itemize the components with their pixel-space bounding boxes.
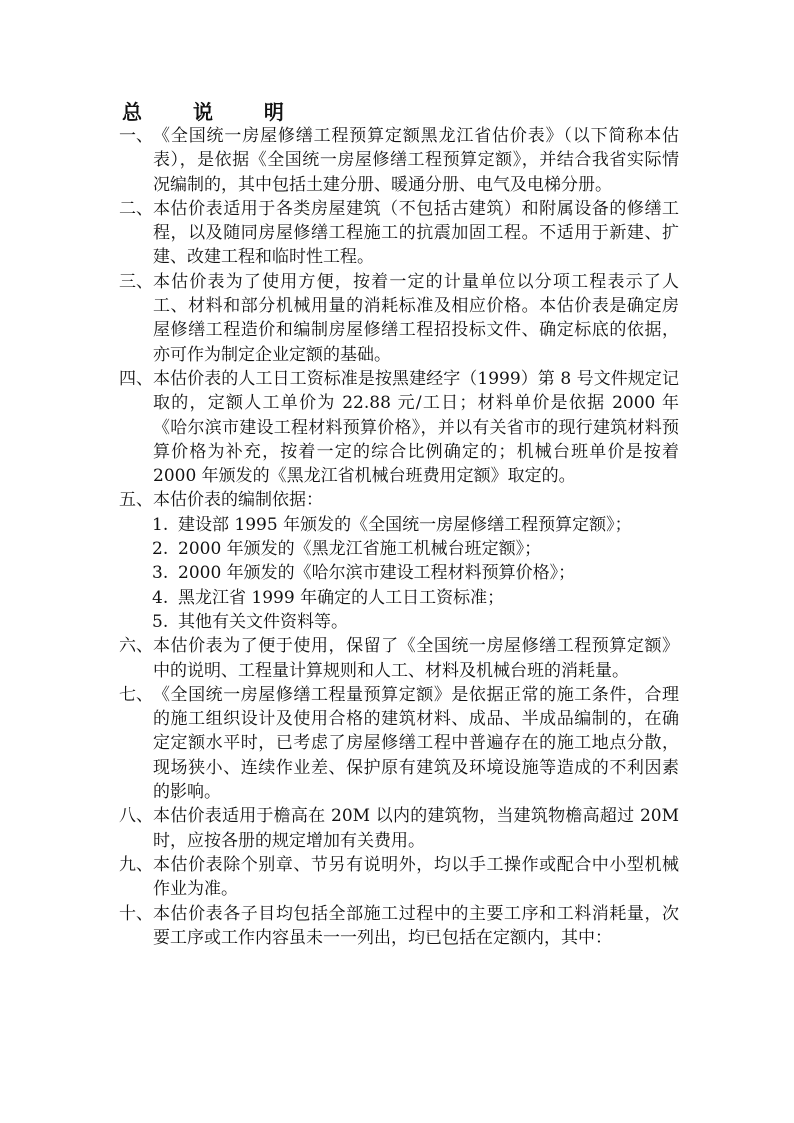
document-body — [119, 124, 679, 950]
basis-item-5 — [152, 610, 679, 634]
section-text: 本估价表除个别章、节另有说明外，均以手工操作或配合中小型机械作业为准。 — [153, 854, 679, 900]
section-number: 十、 — [119, 903, 153, 924]
section-text: 本估价表各子目均包括全部施工过程中的主要工序和工料消耗量，次要工序或工作内容虽未一一列出，均已包括在定额内，其中： — [153, 903, 679, 948]
section-9 — [119, 853, 679, 902]
basis-item-2 — [152, 537, 679, 561]
section-text: 本估价表的人工日工资标准是按黑建经字（1999）第 8 号文件规定记取的，定额人工单价为 22.88 元/工日；材料单价是依据 2000 年《哈尔滨市建设工程材料预算价格》，并以有关省市的现行建筑材料预算价格为补充，按着一定的综合比例确定的；机械台班单价是按着 2000 年颁发的《黑龙江省机械台班费用定额》取定的。 — [153, 368, 679, 487]
section-number: 八、 — [119, 806, 153, 827]
section-number: 九、 — [119, 854, 153, 875]
section-1 — [119, 124, 679, 197]
page-title: 总 说 明 — [122, 100, 306, 124]
section-text: 本估价表为了使用方便，按着一定的计量单位以分项工程表示了人工、材料和部分机械用量的消耗标准及相应价格。本估价表是确定房屋修缮工程造价和编制房屋修缮工程招投标文件、确定标底的依据，亦可作为制定企业定额的基础。 — [153, 271, 679, 365]
section-text: 本估价表适用于檐高在 20M 以内的建筑物，当建筑物檐高超过 20M 时，应按各册的规定增加有关费用。 — [153, 806, 679, 851]
section-6 — [119, 634, 679, 683]
basis-text: 黑龙江省 1999 年确定的人工日工资标准； — [178, 587, 505, 608]
basis-number: 5. — [152, 611, 169, 632]
basis-text: 其他有关文件资料等。 — [178, 611, 348, 632]
section-2 — [119, 197, 679, 270]
section-4 — [119, 367, 679, 488]
section-7 — [119, 683, 679, 804]
basis-item-4 — [152, 586, 679, 610]
basis-number: 4. — [152, 587, 169, 608]
section-5 — [119, 488, 679, 512]
section-text: 《全国统一房屋修缮工程量预算定额》是依据正常的施工条件，合理的施工组织设计及使用合格的建筑材料、成品、半成品编制的，在确定定额水平时，已考虑了房屋修缮工程中普遍存在的施工地点分散，现场狭小、连续作业差、保护原有建筑及环境设施等造成的不利因素的影响。 — [153, 684, 679, 803]
basis-text: 2000 年颁发的《哈尔滨市建设工程材料预算价格》； — [178, 563, 576, 584]
basis-number: 3. — [152, 563, 169, 584]
basis-item-1 — [152, 513, 679, 537]
basis-number: 2. — [152, 539, 169, 560]
section-number: 一、 — [119, 126, 153, 146]
section-number: 四、 — [119, 368, 153, 389]
section-3 — [119, 270, 679, 367]
section-10 — [119, 902, 679, 951]
section-text: 本估价表适用于各类房屋建筑（不包括古建筑）和附属设备的修缮工程，以及随同房屋修缮工程施工的抗震加固工程。不适用于新建、扩建、改建工程和临时性工程。 — [153, 198, 679, 268]
section-text: 《全国统一房屋修缮工程预算定额黑龙江省估价表》（以下简称本估表），是依据《全国统一房屋修缮工程预算定额》，并结合我省实际情况编制的，其中包括土建分册、暖通分册、电气及电梯分册。 — [153, 126, 679, 195]
basis-item-3 — [152, 561, 679, 585]
section-text: 本估价表为了便于使用，保留了《全国统一房屋修缮工程预算定额》中的说明、工程量计算规则和人工、材料及机械台班的消耗量。 — [153, 636, 679, 681]
basis-text: 2000 年颁发的《黑龙江省施工机械台班定额》； — [178, 539, 542, 560]
section-8 — [119, 804, 679, 853]
section-text: 本估价表的编制依据： — [153, 490, 323, 511]
section-number: 二、 — [119, 198, 153, 219]
section-number: 三、 — [119, 271, 153, 292]
section-number: 七、 — [119, 684, 153, 705]
basis-number: 1. — [152, 514, 169, 535]
section-number: 六、 — [119, 636, 153, 657]
basis-text: 建设部 1995 年颁发的《全国统一房屋修缮工程预算定额》； — [178, 514, 632, 535]
section-number: 五、 — [119, 490, 153, 511]
